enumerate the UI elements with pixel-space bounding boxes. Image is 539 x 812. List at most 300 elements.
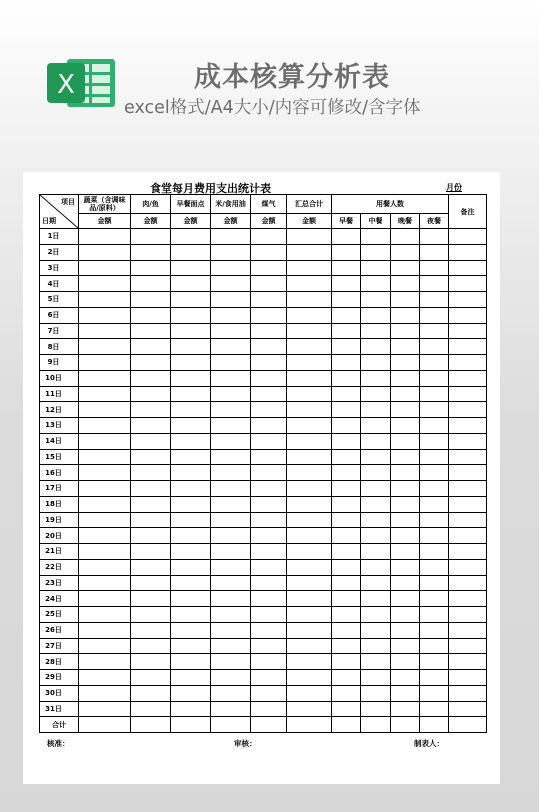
table-cell[interactable]: [449, 323, 487, 339]
table-cell[interactable]: [420, 591, 449, 607]
table-cell[interactable]: [391, 276, 420, 292]
table-cell[interactable]: [79, 544, 131, 560]
table-cell[interactable]: [131, 244, 171, 260]
table-cell[interactable]: [420, 449, 449, 465]
table-cell[interactable]: [211, 386, 251, 402]
table-cell[interactable]: [361, 591, 391, 607]
table-cell[interactable]: [420, 544, 449, 560]
table-cell[interactable]: [449, 654, 487, 670]
table-cell[interactable]: [332, 559, 361, 575]
table-cell[interactable]: [391, 292, 420, 308]
table-cell[interactable]: [171, 465, 211, 481]
table-cell[interactable]: [251, 528, 287, 544]
table-cell[interactable]: [391, 355, 420, 371]
table-cell[interactable]: [287, 402, 332, 418]
table-cell[interactable]: [251, 638, 287, 654]
table-cell[interactable]: [420, 276, 449, 292]
table-cell[interactable]: [420, 654, 449, 670]
table-cell[interactable]: [391, 465, 420, 481]
table-cell[interactable]: [449, 575, 487, 591]
table-cell[interactable]: [420, 512, 449, 528]
table-cell[interactable]: [287, 512, 332, 528]
table-cell[interactable]: [332, 229, 361, 245]
table-cell[interactable]: [131, 229, 171, 245]
table-cell[interactable]: [420, 496, 449, 512]
table-cell[interactable]: [391, 622, 420, 638]
table-cell[interactable]: [449, 481, 487, 497]
table-cell[interactable]: [251, 559, 287, 575]
table-cell[interactable]: [449, 717, 487, 733]
table-cell[interactable]: [171, 402, 211, 418]
table-cell[interactable]: [79, 307, 131, 323]
table-cell[interactable]: [420, 355, 449, 371]
table-cell[interactable]: [211, 607, 251, 623]
table-cell[interactable]: [131, 433, 171, 449]
table-cell[interactable]: [171, 701, 211, 717]
table-cell[interactable]: [171, 276, 211, 292]
table-cell[interactable]: [449, 433, 487, 449]
table-cell[interactable]: [251, 386, 287, 402]
table-cell[interactable]: [251, 670, 287, 686]
table-cell[interactable]: [251, 685, 287, 701]
table-cell[interactable]: [211, 575, 251, 591]
table-cell[interactable]: [79, 323, 131, 339]
table-cell[interactable]: [420, 339, 449, 355]
table-cell[interactable]: [361, 654, 391, 670]
table-cell[interactable]: [332, 244, 361, 260]
table-cell[interactable]: [79, 433, 131, 449]
table-cell[interactable]: [171, 292, 211, 308]
table-cell[interactable]: [211, 465, 251, 481]
table-cell[interactable]: [361, 433, 391, 449]
table-cell[interactable]: [251, 260, 287, 276]
table-cell[interactable]: [211, 229, 251, 245]
table-cell[interactable]: [361, 244, 391, 260]
table-cell[interactable]: [361, 622, 391, 638]
table-cell[interactable]: [287, 292, 332, 308]
table-cell[interactable]: [171, 670, 211, 686]
table-cell[interactable]: [420, 323, 449, 339]
table-cell[interactable]: [332, 544, 361, 560]
table-cell[interactable]: [449, 685, 487, 701]
table-cell[interactable]: [449, 496, 487, 512]
table-cell[interactable]: [332, 386, 361, 402]
table-cell[interactable]: [251, 449, 287, 465]
table-cell[interactable]: [79, 622, 131, 638]
table-cell[interactable]: [79, 276, 131, 292]
table-cell[interactable]: [391, 402, 420, 418]
table-cell[interactable]: [171, 591, 211, 607]
table-cell[interactable]: [361, 370, 391, 386]
table-cell[interactable]: [251, 229, 287, 245]
table-cell[interactable]: [391, 638, 420, 654]
table-cell[interactable]: [131, 591, 171, 607]
table-cell[interactable]: [79, 559, 131, 575]
table-cell[interactable]: [420, 559, 449, 575]
table-cell[interactable]: [449, 355, 487, 371]
table-cell[interactable]: [420, 307, 449, 323]
table-cell[interactable]: [391, 591, 420, 607]
table-cell[interactable]: [287, 433, 332, 449]
table-cell[interactable]: [79, 607, 131, 623]
table-cell[interactable]: [449, 701, 487, 717]
table-cell[interactable]: [79, 260, 131, 276]
table-cell[interactable]: [79, 528, 131, 544]
table-cell[interactable]: [131, 481, 171, 497]
table-cell[interactable]: [131, 276, 171, 292]
table-cell[interactable]: [332, 591, 361, 607]
table-cell[interactable]: [449, 370, 487, 386]
table-cell[interactable]: [287, 701, 332, 717]
table-cell[interactable]: [211, 622, 251, 638]
table-cell[interactable]: [211, 244, 251, 260]
table-cell[interactable]: [361, 229, 391, 245]
table-cell[interactable]: [420, 717, 449, 733]
table-cell[interactable]: [332, 433, 361, 449]
table-cell[interactable]: [211, 559, 251, 575]
table-cell[interactable]: [251, 717, 287, 733]
table-cell[interactable]: [420, 386, 449, 402]
table-cell[interactable]: [251, 544, 287, 560]
table-cell[interactable]: [251, 433, 287, 449]
table-cell[interactable]: [171, 307, 211, 323]
table-cell[interactable]: [420, 260, 449, 276]
table-cell[interactable]: [332, 717, 361, 733]
table-cell[interactable]: [211, 701, 251, 717]
table-cell[interactable]: [171, 717, 211, 733]
table-cell[interactable]: [131, 670, 171, 686]
table-cell[interactable]: [131, 559, 171, 575]
table-cell[interactable]: [361, 418, 391, 434]
table-cell[interactable]: [251, 323, 287, 339]
table-cell[interactable]: [361, 449, 391, 465]
table-cell[interactable]: [420, 292, 449, 308]
table-cell[interactable]: [171, 528, 211, 544]
table-cell[interactable]: [361, 559, 391, 575]
table-cell[interactable]: [171, 607, 211, 623]
table-cell[interactable]: [211, 591, 251, 607]
table-cell[interactable]: [332, 654, 361, 670]
table-cell[interactable]: [361, 575, 391, 591]
table-cell[interactable]: [211, 433, 251, 449]
table-cell[interactable]: [420, 607, 449, 623]
table-cell[interactable]: [420, 402, 449, 418]
table-cell[interactable]: [332, 685, 361, 701]
table-cell[interactable]: [211, 449, 251, 465]
table-cell[interactable]: [449, 544, 487, 560]
table-cell[interactable]: [449, 260, 487, 276]
table-cell[interactable]: [79, 370, 131, 386]
table-cell[interactable]: [251, 292, 287, 308]
table-cell[interactable]: [211, 685, 251, 701]
table-cell[interactable]: [79, 701, 131, 717]
table-cell[interactable]: [131, 607, 171, 623]
table-cell[interactable]: [332, 622, 361, 638]
table-cell[interactable]: [391, 449, 420, 465]
table-cell[interactable]: [211, 654, 251, 670]
table-cell[interactable]: [361, 307, 391, 323]
table-cell[interactable]: [79, 229, 131, 245]
table-cell[interactable]: [361, 670, 391, 686]
table-cell[interactable]: [251, 307, 287, 323]
table-cell[interactable]: [251, 355, 287, 371]
table-cell[interactable]: [332, 339, 361, 355]
table-cell[interactable]: [449, 339, 487, 355]
table-cell[interactable]: [131, 528, 171, 544]
table-cell[interactable]: [211, 528, 251, 544]
table-cell[interactable]: [361, 276, 391, 292]
table-cell[interactable]: [251, 622, 287, 638]
table-cell[interactable]: [211, 638, 251, 654]
table-cell[interactable]: [361, 607, 391, 623]
table-cell[interactable]: [211, 402, 251, 418]
table-cell[interactable]: [332, 528, 361, 544]
table-cell[interactable]: [449, 528, 487, 544]
table-cell[interactable]: [287, 622, 332, 638]
table-cell[interactable]: [171, 481, 211, 497]
table-cell[interactable]: [171, 260, 211, 276]
table-cell[interactable]: [420, 418, 449, 434]
table-cell[interactable]: [420, 229, 449, 245]
table-cell[interactable]: [171, 559, 211, 575]
table-cell[interactable]: [287, 654, 332, 670]
table-cell[interactable]: [131, 685, 171, 701]
table-cell[interactable]: [131, 622, 171, 638]
table-cell[interactable]: [332, 670, 361, 686]
table-cell[interactable]: [332, 512, 361, 528]
table-cell[interactable]: [211, 418, 251, 434]
table-cell[interactable]: [211, 292, 251, 308]
table-cell[interactable]: [287, 339, 332, 355]
table-cell[interactable]: [391, 229, 420, 245]
table-cell[interactable]: [211, 512, 251, 528]
table-cell[interactable]: [361, 544, 391, 560]
table-cell[interactable]: [171, 638, 211, 654]
table-cell[interactable]: [420, 670, 449, 686]
table-cell[interactable]: [287, 544, 332, 560]
table-cell[interactable]: [420, 528, 449, 544]
table-cell[interactable]: [391, 433, 420, 449]
table-cell[interactable]: [211, 481, 251, 497]
table-cell[interactable]: [79, 402, 131, 418]
table-cell[interactable]: [332, 607, 361, 623]
table-cell[interactable]: [287, 607, 332, 623]
table-cell[interactable]: [171, 229, 211, 245]
table-cell[interactable]: [171, 339, 211, 355]
table-cell[interactable]: [391, 260, 420, 276]
table-cell[interactable]: [391, 418, 420, 434]
table-cell[interactable]: [391, 654, 420, 670]
table-cell[interactable]: [131, 654, 171, 670]
table-cell[interactable]: [449, 670, 487, 686]
table-cell[interactable]: [391, 544, 420, 560]
table-cell[interactable]: [171, 244, 211, 260]
table-cell[interactable]: [332, 276, 361, 292]
table-cell[interactable]: [79, 575, 131, 591]
table-cell[interactable]: [79, 418, 131, 434]
table-cell[interactable]: [171, 370, 211, 386]
table-cell[interactable]: [251, 654, 287, 670]
table-cell[interactable]: [211, 496, 251, 512]
table-cell[interactable]: [361, 496, 391, 512]
table-cell[interactable]: [391, 496, 420, 512]
table-cell[interactable]: [79, 292, 131, 308]
table-cell[interactable]: [391, 670, 420, 686]
table-cell[interactable]: [332, 449, 361, 465]
table-cell[interactable]: [211, 339, 251, 355]
table-cell[interactable]: [251, 465, 287, 481]
table-cell[interactable]: [171, 512, 211, 528]
table-cell[interactable]: [171, 575, 211, 591]
table-cell[interactable]: [171, 433, 211, 449]
table-cell[interactable]: [449, 512, 487, 528]
table-cell[interactable]: [361, 701, 391, 717]
table-cell[interactable]: [449, 465, 487, 481]
table-cell[interactable]: [79, 670, 131, 686]
table-cell[interactable]: [287, 260, 332, 276]
table-cell[interactable]: [131, 575, 171, 591]
table-cell[interactable]: [131, 292, 171, 308]
table-cell[interactable]: [251, 481, 287, 497]
table-cell[interactable]: [391, 717, 420, 733]
table-cell[interactable]: [449, 607, 487, 623]
table-cell[interactable]: [211, 276, 251, 292]
table-cell[interactable]: [171, 544, 211, 560]
table-cell[interactable]: [332, 260, 361, 276]
table-cell[interactable]: [332, 418, 361, 434]
table-cell[interactable]: [332, 496, 361, 512]
table-cell[interactable]: [449, 591, 487, 607]
table-cell[interactable]: [131, 339, 171, 355]
table-cell[interactable]: [287, 449, 332, 465]
table-cell[interactable]: [420, 638, 449, 654]
table-cell[interactable]: [79, 654, 131, 670]
table-cell[interactable]: [79, 496, 131, 512]
table-cell[interactable]: [287, 307, 332, 323]
table-cell[interactable]: [420, 465, 449, 481]
table-cell[interactable]: [131, 465, 171, 481]
table-cell[interactable]: [79, 465, 131, 481]
table-cell[interactable]: [251, 607, 287, 623]
table-cell[interactable]: [449, 638, 487, 654]
table-cell[interactable]: [287, 276, 332, 292]
table-cell[interactable]: [79, 512, 131, 528]
table-cell[interactable]: [332, 701, 361, 717]
table-cell[interactable]: [251, 418, 287, 434]
table-cell[interactable]: [251, 591, 287, 607]
table-cell[interactable]: [332, 355, 361, 371]
table-cell[interactable]: [449, 307, 487, 323]
table-cell[interactable]: [131, 260, 171, 276]
table-cell[interactable]: [287, 418, 332, 434]
table-cell[interactable]: [361, 528, 391, 544]
table-cell[interactable]: [361, 292, 391, 308]
table-cell[interactable]: [361, 339, 391, 355]
table-cell[interactable]: [391, 575, 420, 591]
table-cell[interactable]: [361, 355, 391, 371]
table-cell[interactable]: [420, 370, 449, 386]
table-cell[interactable]: [361, 260, 391, 276]
table-cell[interactable]: [420, 433, 449, 449]
table-cell[interactable]: [420, 575, 449, 591]
table-cell[interactable]: [131, 717, 171, 733]
table-cell[interactable]: [131, 323, 171, 339]
table-cell[interactable]: [287, 465, 332, 481]
table-cell[interactable]: [287, 528, 332, 544]
table-cell[interactable]: [79, 355, 131, 371]
table-cell[interactable]: [449, 292, 487, 308]
table-cell[interactable]: [211, 355, 251, 371]
table-cell[interactable]: [287, 575, 332, 591]
table-cell[interactable]: [287, 685, 332, 701]
table-cell[interactable]: [287, 496, 332, 512]
table-cell[interactable]: [391, 701, 420, 717]
table-cell[interactable]: [211, 323, 251, 339]
table-cell[interactable]: [449, 449, 487, 465]
table-cell[interactable]: [287, 229, 332, 245]
table-cell[interactable]: [391, 685, 420, 701]
table-cell[interactable]: [420, 244, 449, 260]
table-cell[interactable]: [391, 323, 420, 339]
table-cell[interactable]: [332, 638, 361, 654]
table-cell[interactable]: [391, 244, 420, 260]
table-cell[interactable]: [251, 496, 287, 512]
table-cell[interactable]: [449, 622, 487, 638]
table-cell[interactable]: [287, 670, 332, 686]
table-cell[interactable]: [251, 575, 287, 591]
table-cell[interactable]: [171, 654, 211, 670]
table-cell[interactable]: [211, 307, 251, 323]
table-cell[interactable]: [287, 386, 332, 402]
table-cell[interactable]: [131, 418, 171, 434]
table-cell[interactable]: [361, 481, 391, 497]
table-cell[interactable]: [332, 370, 361, 386]
table-cell[interactable]: [171, 323, 211, 339]
table-cell[interactable]: [171, 622, 211, 638]
table-cell[interactable]: [287, 244, 332, 260]
table-cell[interactable]: [251, 402, 287, 418]
table-cell[interactable]: [332, 307, 361, 323]
table-cell[interactable]: [131, 449, 171, 465]
table-cell[interactable]: [361, 685, 391, 701]
table-cell[interactable]: [211, 670, 251, 686]
table-cell[interactable]: [251, 339, 287, 355]
table-cell[interactable]: [251, 701, 287, 717]
table-cell[interactable]: [211, 717, 251, 733]
table-cell[interactable]: [79, 481, 131, 497]
table-cell[interactable]: [287, 370, 332, 386]
table-cell[interactable]: [287, 559, 332, 575]
table-cell[interactable]: [131, 386, 171, 402]
table-cell[interactable]: [420, 622, 449, 638]
table-cell[interactable]: [332, 402, 361, 418]
table-cell[interactable]: [79, 638, 131, 654]
table-cell[interactable]: [79, 449, 131, 465]
table-cell[interactable]: [287, 323, 332, 339]
table-cell[interactable]: [171, 496, 211, 512]
table-cell[interactable]: [449, 276, 487, 292]
table-cell[interactable]: [391, 370, 420, 386]
table-cell[interactable]: [332, 481, 361, 497]
table-cell[interactable]: [171, 685, 211, 701]
table-cell[interactable]: [211, 260, 251, 276]
table-cell[interactable]: [79, 339, 131, 355]
table-cell[interactable]: [251, 244, 287, 260]
table-cell[interactable]: [79, 386, 131, 402]
table-cell[interactable]: [171, 386, 211, 402]
table-cell[interactable]: [287, 717, 332, 733]
table-cell[interactable]: [171, 418, 211, 434]
